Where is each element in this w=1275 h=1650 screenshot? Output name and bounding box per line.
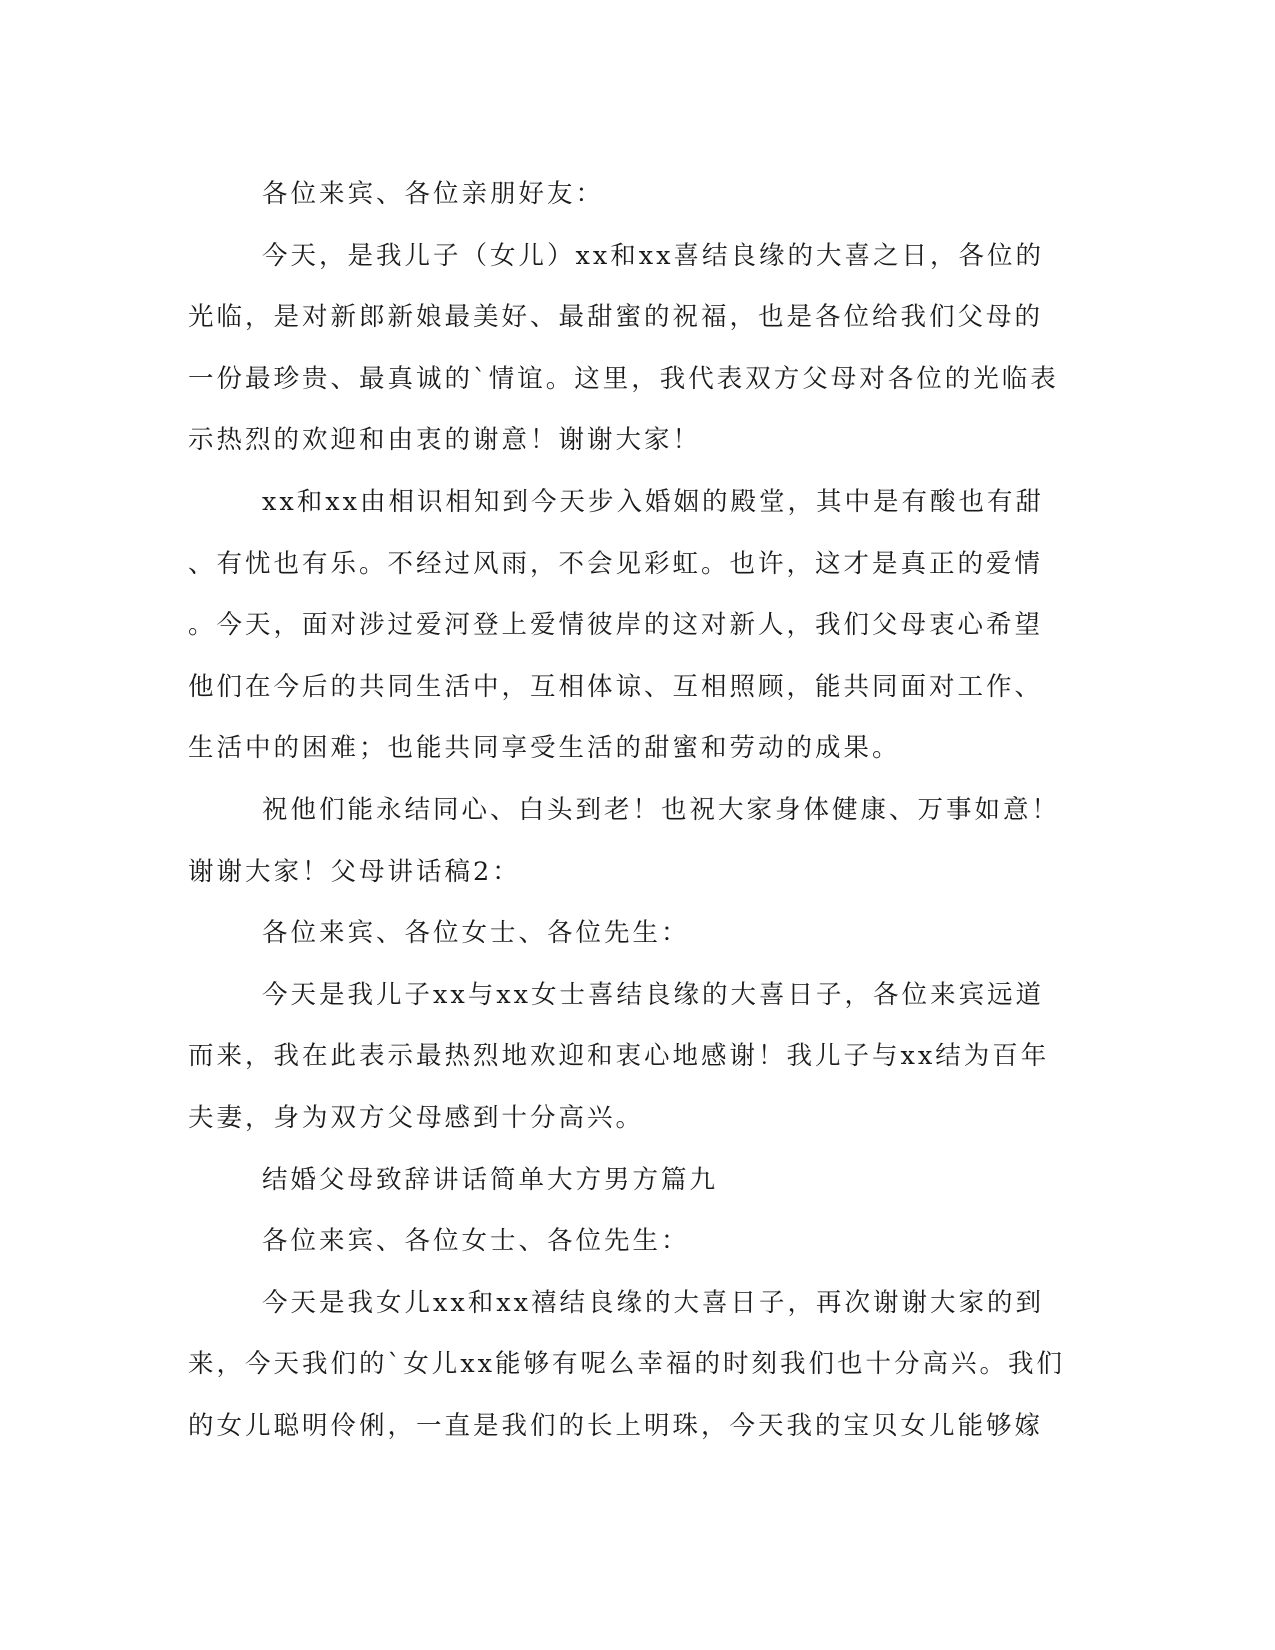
document-body [188,164,1068,1457]
text-line: 各位来宾、各位女士、各位先生： [262,1226,690,1257]
text-line: 各位来宾、各位亲朋好友： [262,179,605,209]
text-line: 。今天，面对涉过爱河登上爱情彼岸的这对新人，我们父母衷心希望 [188,610,1044,641]
text-line: 各位来宾、各位女士、各位先生： [262,918,690,949]
text-line: 他们在今后的共同生活中，互相体谅、互相照顾，能共同面对工作、 [188,671,1044,702]
text-line: xx和xx由相识相知到今天步入婚姻的殿堂，其中是有酸也有甜 [262,486,1045,517]
text-line: 光临，是对新郎新娘最美好、最甜蜜的祝福，也是各位给我们父母的 [188,302,1044,333]
text-line: 生活中的困难；也能共同享受生活的甜蜜和劳动的成果。 [188,733,901,764]
text-line: 谢谢大家！父母讲话稿2： [188,856,521,887]
text-line: 祝他们能永结同心、白头到老！也祝大家身体健康、万事如意！ [262,794,1061,825]
text-line: 一份最珍贵、最真诚的`情谊。这里，我代表双方父母对各位的光临表 [188,363,1059,394]
text-line: 今天是我女儿xx和xx禧结良缘的大喜日子，再次谢谢大家的到 [262,1287,1045,1318]
section-heading: 结婚父母致辞讲话简单大方男方篇九 [262,1164,719,1195]
text-line: 今天，是我儿子（女儿）xx和xx喜结良缘的大喜之日，各位的 [262,240,1045,271]
text-line: 来，今天我们的`女儿xx能够有呢么幸福的时刻我们也十分高兴。我们 [188,1349,1066,1380]
text-line: 、有忧也有乐。不经过风雨，不会见彩虹。也许，这才是真正的爱情 [188,548,1044,579]
text-line: 的女儿聪明伶俐，一直是我们的长上明珠，今天我的宝贝女儿能够嫁 [188,1410,1044,1441]
text-line: 夫妻，身为双方父母感到十分高兴。 [188,1102,645,1133]
text-line: 今天是我儿子xx与xx女士喜结良缘的大喜日子，各位来宾远道 [262,979,1045,1010]
text-line: 示热烈的欢迎和由衷的谢意！谢谢大家！ [188,425,702,456]
text-line: 而来，我在此表示最热烈地欢迎和衷心地感谢！我儿子与xx结为百年 [188,1041,1050,1072]
